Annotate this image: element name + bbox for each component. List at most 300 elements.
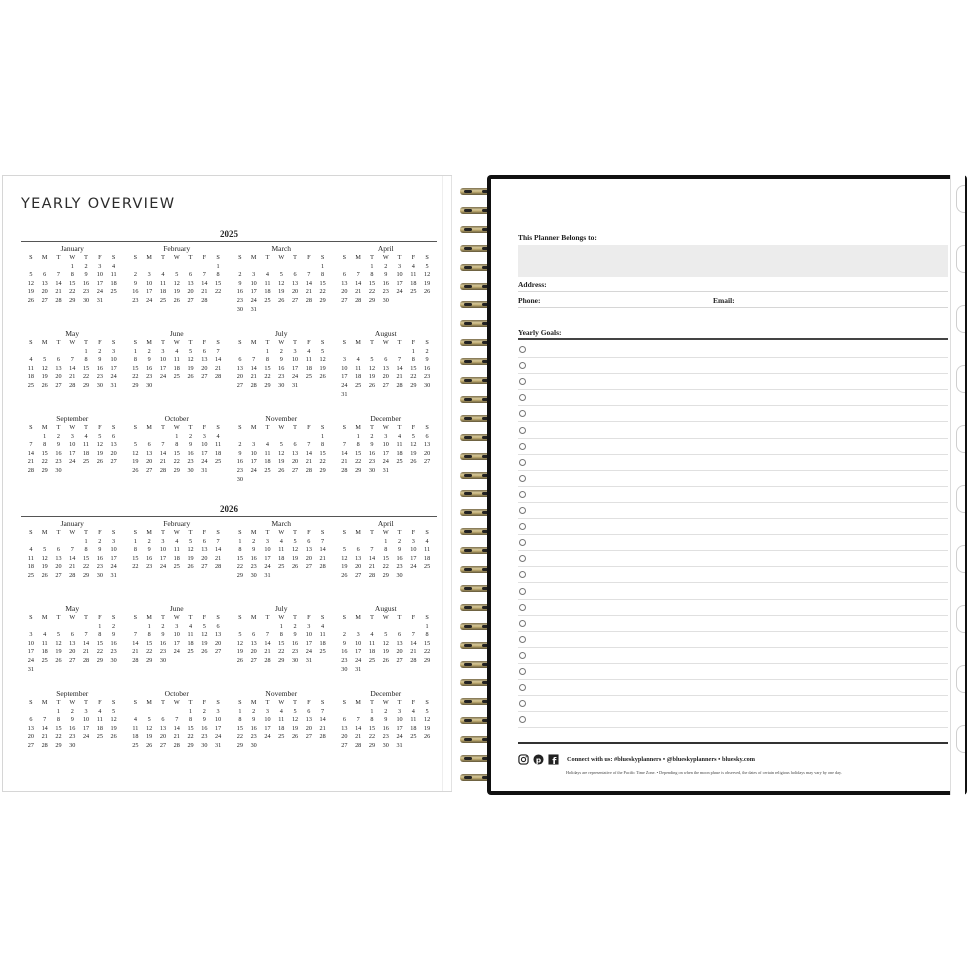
page-tab[interactable] — [956, 245, 965, 273]
day-grid — [24, 614, 121, 674]
day-number: 12 — [291, 716, 299, 724]
day-number: 29 — [424, 656, 431, 664]
day-number: 20 — [424, 449, 431, 457]
day-number: 12 — [424, 271, 431, 279]
day-number: 21 — [132, 648, 139, 656]
weekday-label: S — [111, 614, 116, 621]
goal-row[interactable] — [518, 486, 948, 503]
day-number: 8 — [370, 271, 374, 279]
facebook-icon[interactable] — [548, 754, 559, 765]
weekday-label: F — [411, 424, 416, 431]
weekday-label: S — [216, 254, 220, 261]
day-number: 9 — [238, 449, 242, 457]
day-number: 23 — [132, 296, 139, 304]
pinterest-icon[interactable] — [533, 754, 544, 765]
weekday-label: S — [133, 424, 138, 431]
day-number: 24 — [173, 648, 180, 656]
month-name: August — [374, 329, 397, 338]
month-calendar — [230, 517, 333, 602]
day-number: 14 — [305, 449, 312, 457]
day-number: 21 — [368, 563, 376, 571]
day-number: 23 — [250, 563, 257, 571]
goal-bullet-icon — [519, 362, 526, 369]
day-number: 11 — [305, 356, 312, 364]
weekday-label: S — [238, 614, 242, 621]
day-number: 28 — [27, 466, 34, 474]
weekday-label: S — [111, 254, 116, 261]
day-number: 29 — [319, 466, 326, 474]
weekday-label: M — [41, 254, 48, 261]
day-number: 18 — [82, 449, 90, 457]
day-number: 31 — [382, 466, 389, 474]
day-number: 17 — [396, 279, 403, 287]
day-number: 12 — [319, 356, 326, 364]
day-number: 17 — [96, 279, 103, 287]
weekday-label: W — [69, 529, 76, 536]
day-number: 3 — [342, 356, 346, 364]
month-name: February — [163, 244, 191, 253]
page-tab[interactable] — [956, 365, 965, 393]
day-number: 22 — [132, 373, 139, 381]
day-number: 22 — [424, 648, 431, 656]
weekday-label: M — [250, 254, 257, 261]
day-number: 11 — [410, 716, 417, 724]
day-number: 25 — [424, 563, 431, 571]
weekday-label: S — [342, 424, 347, 431]
day-number: 19 — [27, 288, 34, 296]
day-number: 30 — [96, 381, 103, 389]
day-number: 11 — [110, 271, 117, 279]
day-number: 26 — [291, 563, 299, 571]
month-name: July — [274, 604, 288, 613]
day-number: 17 — [201, 449, 208, 457]
day-number: 7 — [397, 356, 402, 364]
empty-day — [24, 348, 38, 357]
goal-row[interactable] — [518, 341, 948, 358]
day-number: 8 — [356, 441, 360, 449]
goal-bullet-icon — [519, 555, 526, 562]
page-tab[interactable] — [956, 605, 965, 633]
day-number: 7 — [84, 631, 88, 639]
day-number: 13 — [291, 449, 299, 457]
day-number: 1 — [43, 432, 47, 440]
day-number: 9 — [384, 716, 388, 724]
weekday-label: S — [29, 614, 33, 621]
day-number: 17 — [396, 724, 403, 732]
day-number: 11 — [173, 546, 180, 554]
weekday-label: S — [342, 529, 347, 536]
day-number: 9 — [293, 631, 297, 639]
month-calendar — [230, 602, 333, 687]
page-tab[interactable] — [956, 545, 965, 573]
goal-row[interactable] — [518, 647, 948, 664]
day-number: 1 — [70, 262, 74, 270]
day-number: 31 — [264, 571, 271, 579]
weekday-label: T — [370, 424, 374, 431]
day-number: 15 — [382, 554, 389, 562]
empty-day — [338, 263, 352, 272]
goal-bullet-icon — [519, 716, 526, 723]
day-number: 12 — [41, 554, 48, 562]
day-number: 16 — [201, 724, 208, 732]
weekday-label: S — [342, 614, 347, 621]
page-tab[interactable] — [956, 665, 965, 693]
day-number: 31 — [27, 665, 34, 673]
day-grid — [233, 424, 330, 484]
page-tab[interactable] — [956, 185, 965, 213]
day-number: 27 — [236, 381, 243, 389]
empty-day — [338, 433, 352, 442]
weekday-label: S — [29, 699, 33, 706]
day-number: 23 — [236, 296, 243, 304]
empty-day — [142, 263, 156, 272]
day-number: 1 — [56, 707, 60, 715]
day-number: 9 — [279, 356, 283, 364]
day-grid — [24, 529, 121, 581]
empty-day — [351, 538, 365, 547]
goal-row[interactable] — [518, 679, 948, 696]
goal-row[interactable] — [518, 631, 948, 648]
day-number: 15 — [368, 724, 376, 732]
day-number: 19 — [187, 554, 194, 562]
day-number: 9 — [342, 639, 346, 647]
day-number: 23 — [82, 288, 90, 296]
day-number: 23 — [424, 373, 431, 381]
goal-row[interactable] — [518, 422, 948, 439]
goal-row[interactable] — [518, 663, 948, 680]
page-tab[interactable] — [956, 305, 965, 333]
goal-row[interactable] — [518, 357, 948, 374]
weekday-label: S — [238, 699, 242, 706]
day-number: 21 — [264, 648, 271, 656]
goal-bullet-icon — [519, 588, 526, 595]
weekday-label: S — [29, 254, 33, 261]
day-number: 28 — [305, 296, 312, 304]
empty-day — [261, 433, 275, 442]
day-number: 11 — [159, 279, 166, 287]
weekday-label: S — [29, 424, 33, 431]
goals-label: Yearly Goals: — [518, 328, 562, 337]
month-calendar — [126, 602, 229, 687]
weekday-label: T — [188, 529, 193, 536]
day-number: 18 — [396, 449, 403, 457]
day-number: 23 — [159, 648, 167, 656]
day-number: 30 — [201, 741, 208, 749]
day-number: 16 — [146, 554, 153, 562]
weekday-label: T — [370, 699, 374, 706]
day-number: 24 — [159, 563, 167, 571]
goal-row[interactable] — [518, 405, 948, 422]
day-number: 25 — [159, 296, 167, 304]
day-number: 11 — [173, 356, 180, 364]
address-line[interactable] — [518, 291, 948, 292]
day-number: 19 — [41, 563, 48, 571]
day-number: 10 — [291, 356, 299, 364]
day-number: 24 — [355, 656, 362, 664]
day-number: 13 — [396, 639, 403, 647]
month-name: July — [274, 329, 288, 338]
day-number: 19 — [410, 449, 417, 457]
day-number: 25 — [278, 733, 285, 741]
day-number: 24 — [201, 458, 208, 466]
day-number: 6 — [202, 347, 206, 355]
goal-row[interactable] — [518, 389, 948, 406]
day-number: 30 — [236, 475, 243, 483]
weekday-label: T — [265, 614, 270, 621]
day-number: 18 — [368, 648, 376, 656]
day-number: 17 — [173, 639, 180, 647]
weekday-label: S — [425, 614, 429, 621]
day-number: 5 — [342, 546, 346, 554]
goal-row[interactable] — [518, 711, 948, 728]
goal-row[interactable] — [518, 599, 948, 616]
goal-row[interactable] — [518, 454, 948, 471]
day-number: 7 — [175, 716, 179, 724]
goal-row[interactable] — [518, 438, 948, 455]
day-number: 27 — [187, 296, 194, 304]
day-number: 6 — [384, 356, 388, 364]
day-number: 31 — [305, 656, 312, 664]
day-grid — [233, 614, 330, 666]
weekday-label: F — [307, 254, 311, 261]
goal-row[interactable] — [518, 583, 948, 600]
empty-day — [38, 708, 52, 717]
weekday-label: T — [370, 254, 374, 261]
day-number: 16 — [278, 364, 285, 372]
page-tab[interactable] — [956, 425, 965, 453]
empty-day — [393, 348, 407, 357]
day-number: 3 — [70, 432, 74, 440]
day-number: 1 — [384, 537, 388, 545]
day-number: 20 — [41, 288, 48, 296]
day-number: 14 — [159, 449, 167, 457]
day-number: 16 — [341, 648, 348, 656]
day-number: 9 — [98, 356, 102, 364]
page-tab[interactable] — [956, 725, 965, 753]
day-number: 11 — [396, 441, 403, 449]
weekday-label: S — [111, 699, 116, 706]
day-number: 15 — [215, 279, 222, 287]
day-number: 21 — [396, 373, 403, 381]
weekday-label: F — [98, 699, 102, 706]
weekday-label: T — [188, 424, 193, 431]
day-number: 26 — [146, 741, 153, 749]
day-number: 19 — [368, 373, 376, 381]
day-number: 22 — [146, 648, 153, 656]
empty-day — [338, 623, 352, 632]
day-number: 7 — [307, 271, 311, 279]
weekday-label: F — [411, 254, 416, 261]
day-number: 17 — [291, 364, 299, 372]
day-number: 4 — [356, 356, 360, 364]
day-number: 17 — [382, 449, 389, 457]
day-number: 8 — [321, 271, 325, 279]
day-number: 20 — [201, 554, 208, 562]
month-name: September — [56, 689, 89, 698]
phone-label: Phone: — [518, 296, 541, 305]
day-number: 3 — [397, 262, 402, 270]
day-number: 5 — [279, 441, 283, 449]
empty-day — [52, 348, 66, 357]
day-number: 3 — [202, 432, 206, 440]
day-number: 8 — [84, 546, 88, 554]
day-number: 12 — [146, 724, 153, 732]
day-number: 24 — [410, 563, 417, 571]
day-number: 9 — [252, 716, 256, 724]
day-number: 22 — [41, 458, 48, 466]
day-number: 24 — [96, 288, 103, 296]
weekday-label: S — [29, 339, 33, 346]
empty-day — [24, 538, 38, 547]
page-tab[interactable] — [956, 485, 965, 513]
day-number: 26 — [291, 733, 299, 741]
day-number: 20 — [250, 648, 257, 656]
weekday-label: M — [41, 339, 48, 346]
day-number: 29 — [146, 656, 153, 664]
empty-day — [379, 348, 393, 357]
weekday-label: T — [188, 254, 193, 261]
weekday-label: W — [382, 339, 389, 346]
weekday-label: S — [216, 424, 220, 431]
day-number: 16 — [96, 364, 103, 372]
goal-row[interactable] — [518, 502, 948, 519]
weekday-label: S — [238, 339, 242, 346]
year-heading: 2026 — [21, 504, 437, 517]
goal-row[interactable] — [518, 373, 948, 390]
empty-day — [274, 433, 288, 442]
empty-day — [156, 263, 170, 272]
goal-row[interactable] — [518, 695, 948, 712]
goal-row[interactable] — [518, 534, 948, 551]
day-number: 26 — [132, 466, 139, 474]
goal-row[interactable] — [518, 550, 948, 567]
day-number: 15 — [319, 449, 326, 457]
day-grid — [129, 614, 226, 666]
day-number: 5 — [112, 707, 116, 715]
weekday-label: S — [29, 529, 33, 536]
day-number: 13 — [424, 441, 431, 449]
day-number: 28 — [319, 733, 326, 741]
day-number: 24 — [264, 733, 271, 741]
day-number: 16 — [55, 449, 62, 457]
day-number: 22 — [410, 373, 417, 381]
day-number: 20 — [215, 639, 222, 647]
day-number: 10 — [159, 546, 167, 554]
footer-rule — [518, 742, 948, 744]
day-number: 4 — [112, 262, 116, 270]
day-number: 12 — [96, 441, 103, 449]
goal-row[interactable] — [518, 566, 948, 583]
year-heading: 2025 — [21, 229, 437, 242]
goal-bullet-icon — [519, 427, 526, 434]
day-number: 12 — [424, 716, 431, 724]
day-number: 13 — [159, 724, 167, 732]
day-number: 12 — [368, 364, 376, 372]
day-number: 30 — [250, 741, 257, 749]
weekday-label: S — [320, 529, 325, 536]
weekday-label: T — [161, 254, 165, 261]
day-number: 17 — [110, 554, 117, 562]
day-number: 17 — [410, 554, 417, 562]
weekday-label: T — [293, 614, 297, 621]
year-block — [21, 229, 437, 497]
goal-bullet-icon — [519, 636, 526, 643]
weekday-label: S — [425, 424, 429, 431]
day-number: 31 — [250, 305, 257, 313]
contact-line[interactable] — [518, 307, 948, 308]
empty-day — [247, 348, 261, 357]
day-number: 9 — [112, 631, 116, 639]
day-number: 11 — [368, 639, 375, 647]
day-number: 6 — [202, 537, 206, 545]
day-number: 12 — [132, 449, 139, 457]
day-number: 22 — [368, 733, 376, 741]
goal-row[interactable] — [518, 470, 948, 487]
day-number: 17 — [305, 639, 312, 647]
weekday-label: M — [41, 699, 48, 706]
day-number: 2 — [161, 622, 165, 630]
day-number: 28 — [41, 741, 48, 749]
weekday-label: S — [425, 699, 429, 706]
day-number: 18 — [278, 554, 285, 562]
day-number: 2 — [384, 707, 388, 715]
day-number: 31 — [110, 381, 117, 389]
day-number: 13 — [55, 554, 62, 562]
day-number: 10 — [201, 441, 208, 449]
day-number: 29 — [264, 381, 271, 389]
instagram-icon[interactable] — [518, 754, 529, 765]
day-number: 15 — [187, 724, 194, 732]
day-number: 28 — [215, 563, 222, 571]
month-calendar — [230, 327, 333, 412]
month-calendar — [21, 602, 124, 687]
day-number: 22 — [82, 563, 90, 571]
day-number: 30 — [55, 466, 62, 474]
day-number: 16 — [146, 364, 153, 372]
day-number: 24 — [159, 373, 167, 381]
day-number: 27 — [341, 741, 348, 749]
day-number: 2 — [98, 347, 102, 355]
day-number: 26 — [110, 733, 117, 741]
day-number: 22 — [69, 288, 76, 296]
goal-row[interactable] — [518, 518, 948, 535]
day-number: 15 — [132, 554, 139, 562]
month-calendar — [21, 412, 124, 497]
day-number: 15 — [82, 554, 90, 562]
weekday-label: T — [370, 614, 374, 621]
day-number: 25 — [410, 733, 417, 741]
owner-name-field[interactable] — [518, 245, 948, 277]
day-number: 23 — [236, 466, 243, 474]
day-number: 22 — [236, 733, 243, 741]
day-number: 8 — [279, 631, 283, 639]
day-number: 6 — [238, 356, 242, 364]
day-number: 14 — [319, 546, 326, 554]
day-number: 8 — [384, 546, 388, 554]
social-text: Connect with us: #blueskyplanners • @blueskyplanners • bluesky.com — [567, 756, 756, 763]
day-grid — [129, 424, 226, 476]
day-number: 2 — [279, 347, 283, 355]
weekday-label: T — [188, 614, 193, 621]
goal-row[interactable] — [518, 615, 948, 632]
day-number: 21 — [27, 458, 34, 466]
month-calendar — [335, 412, 438, 497]
empty-day — [65, 623, 79, 632]
day-number: 7 — [307, 441, 311, 449]
weekday-label: M — [250, 339, 257, 346]
month-name: October — [164, 689, 189, 698]
day-number: 8 — [216, 271, 220, 279]
